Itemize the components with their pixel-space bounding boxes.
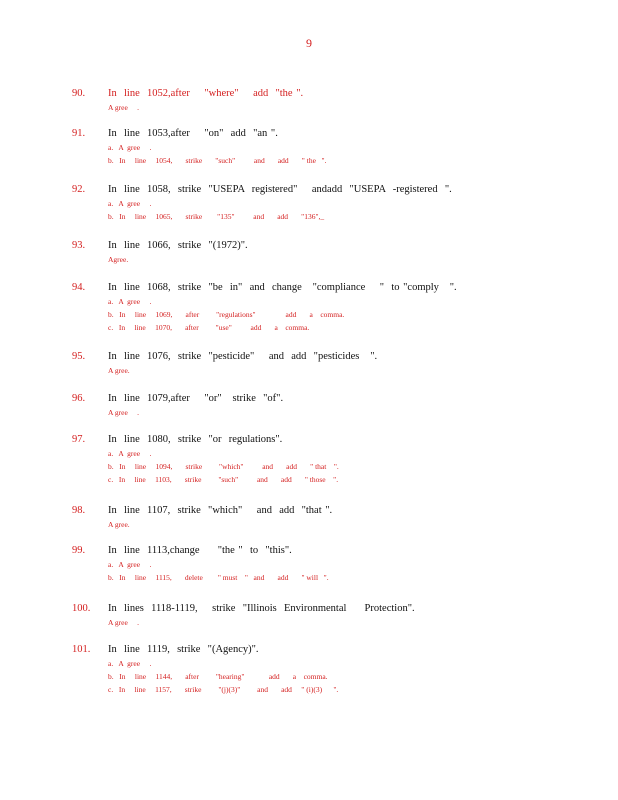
amendment-response: c. In line 1157, strike "(j)(3)" and add " (i)(3) ". — [108, 685, 339, 694]
amendment-text: In line 1080, strike "or regulations". — [108, 434, 283, 445]
amendment-number: 91. — [72, 128, 86, 139]
amendment-response: A gree. — [108, 366, 130, 375]
amendment-response: b. In line 1069, after "regulations" add a comma. — [108, 310, 345, 319]
amendment-text: In line 1107, strike "which" and add "that ". — [108, 505, 333, 516]
amendment-number: 90. — [72, 88, 86, 99]
amendment-text: In line 1113,change "the " to "this". — [108, 545, 292, 556]
amendment-response: b. In line 1144, after "hearing" add a comma. — [108, 672, 328, 681]
amendment-response: a. A gree . — [108, 449, 152, 458]
amendment-text: In line 1068, strike "be in" and change "compliance " to "comply ". — [108, 282, 457, 293]
amendment-text: In line 1079,after "or" strike "of". — [108, 393, 284, 404]
amendment-response: a. A gree . — [108, 297, 152, 306]
amendment-text: In line 1052,after "where" add "the ". — [108, 88, 304, 99]
amendment-response: A gree . — [108, 103, 140, 112]
amendment-number: 95. — [72, 351, 86, 362]
amendment-number: 93. — [72, 240, 86, 251]
amendment-response: c. In line 1103, strike "such" and add " those ". — [108, 475, 339, 484]
amendment-text: In lines 1118-1119, strike "Illinois Environmental Protection". — [108, 603, 415, 614]
page-number: 9 — [306, 36, 312, 50]
amendment-response: a. A gree . — [108, 199, 152, 208]
amendment-response: a. A gree . — [108, 560, 152, 569]
amendment-response: A gree . — [108, 618, 140, 627]
amendment-text: In line 1058, strike "USEPA registered" andadd "USEPA -registered ". — [108, 184, 452, 195]
amendment-response: a. A gree . — [108, 143, 152, 152]
amendment-number: 101. — [72, 644, 91, 655]
amendment-response: b. In line 1054, strike "such" and add " the ". — [108, 156, 327, 165]
amendment-response: b. In line 1094, strike "which" and add " that ". — [108, 462, 339, 471]
amendment-number: 94. — [72, 282, 86, 293]
amendment-number: 97. — [72, 434, 86, 445]
amendment-response: A gree. — [108, 520, 130, 529]
amendment-number: 96. — [72, 393, 86, 404]
amendment-number: 100. — [72, 603, 91, 614]
amendment-text: In line 1076, strike "pesticide" and add "pesticides ". — [108, 351, 378, 362]
amendment-text: In line 1066, strike "(1972)". — [108, 240, 248, 251]
amendment-number: 99. — [72, 545, 86, 556]
amendment-response: A gree . — [108, 408, 140, 417]
amendment-response: c. In line 1070, after "use" add a comma. — [108, 323, 310, 332]
amendment-response: b. In line 1065, strike "135" and add "136",_ — [108, 212, 325, 221]
amendment-text: In line 1119, strike "(Agency)". — [108, 644, 259, 655]
amendment-number: 92. — [72, 184, 86, 195]
amendment-response: a. A gree . — [108, 659, 152, 668]
amendment-response: b. In line 1115, delete " must " and add " will ". — [108, 573, 329, 582]
amendment-number: 98. — [72, 505, 86, 516]
amendment-response: Agree. — [108, 255, 129, 264]
amendment-text: In line 1053,after "on" add "an ". — [108, 128, 278, 139]
